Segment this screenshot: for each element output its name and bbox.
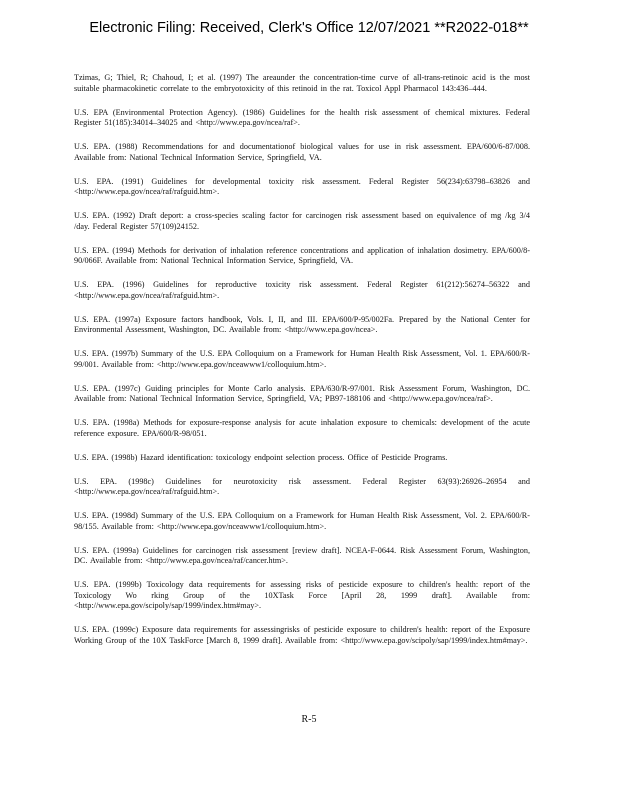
reference-item: U.S. EPA. (1997a) Exposure factors handbook, Vols. I, II, and III. EPA/600/P-95/002Fa. Prepared by the National Center for Environmental Assessment, Washington, DC. Available from: <http://www.epa.gov/ncea>. (74, 314, 530, 334)
reference-item: Tzimas, G; Thiel, R; Chahoud, I; et al. (1997) The areaunder the concentration-time curve of all-trans-retinoic acid is the most suitable pharmacokinetic correlate to the embryotoxicity of this retinoid in the rat. Toxicol Appl Pharmacol 143:436–444. (74, 73, 530, 93)
reference-item: U.S. EPA. (1998b) Hazard identification: toxicology endpoint selection process. Office of Pesticide Programs. (74, 452, 448, 462)
reference-list (74, 73, 530, 660)
reference-item: U.S. EPA. (1999a) Guidelines for carcinogen risk assessment [review draft]. NCEA-F-0644. Risk Assessment Forum, Washington, DC. Available from: <http://www.epa.gov/ncea/raf/cancer.htm>. (74, 545, 530, 565)
reference-item: U.S. EPA. (1999c) Exposure data requirements for assessingrisks of pesticide exposure to children's health: report of the Exposure Working Group of the 10X TaskForce [March 8, 1999 draft]. Available from: <http://www.epa.gov/scipoly/sap/1999/index.htm#may>. (74, 625, 530, 645)
reference-item: U.S. EPA. (1997c) Guiding principles for Monte Carlo analysis. EPA/630/R-97/001. Risk Assessment Forum, Washington, DC. Available from: National Technical Information Service, Springfield, VA; PB97-188106 and <http://www.epa.gov/ncea/raf>. (74, 383, 530, 403)
reference-item: U.S. EPA. (1998a) Methods for exposure-response analysis for acute inhalation exposure to chemicals: development of the acute reference exposure. EPA/600/R-98/051. (74, 418, 530, 438)
reference-item: U.S. EPA. (1999b) Toxicology data requirements for assessing risks of pesticide exposure to children's health: report of the Toxicology Wo rking Group of the 10XTask Force [April 28, 1999 draft]. Available from: <http://www.epa.gov/scipoly/sap/1999/index.htm#may>. (74, 580, 530, 610)
reference-item: U.S. EPA. (1998d) Summary of the U.S. EPA Colloquium on a Framework for Human Health Risk Assessment, Vol. 2. EPA/600/R-98/155. Available from: <http://www.epa.gov/nceawww1/colloquium.htm>. (74, 511, 530, 531)
reference-item: U.S. EPA. (1992) Draft deport: a cross-species scaling factor for carcinogen risk assessment based on equivalence of mg /kg 3/4 /day. Federal Register 57(109)24152. (74, 211, 530, 231)
reference-item: U.S. EPA. (1998c) Guidelines for neurotoxicity risk assessment. Federal Register 63(93):26926–26954 and <http://www.epa.gov/ncea/raf/rafguid.htm>. (74, 476, 530, 496)
reference-item: U.S. EPA. (1996) Guidelines for reproductive toxicity risk assessment. Federal Register 61(212):56274–56322 and <http://www.epa.gov/ncea/raf/rafguid.htm>. (74, 280, 530, 300)
reference-item: U.S. EPA. (1991) Guidelines for developmental toxicity risk assessment. Federal Register 56(234):63798–63826 and <http://www.epa.gov/ncea/raf/rafguid.htm>. (74, 176, 530, 196)
page-number: R-5 (301, 714, 317, 725)
reference-item: U.S. EPA. (1988) Recommendations for and documentationof biological values for use in risk assessment. EPA/600/6-87/008. Available from: National Technical Information Service, Springfield, VA. (74, 142, 530, 162)
reference-item: U.S. EPA. (1997b) Summary of the U.S. EPA Colloquium on a Framework for Human Health Risk Assessment, Vol. 1. EPA/600/R-99/001. Available from: <http://www.epa.gov/nceawww1/colloquium.htm>. (74, 349, 530, 369)
reference-item: U.S. EPA. (1994) Methods for derivation of inhalation reference concentrations and application of inhalation dosimetry. EPA/600/8-90/066F. Available from: National Technical Information Service, Springfield, VA. (74, 245, 530, 265)
reference-item: U.S. EPA (Environmental Protection Agency). (1986) Guidelines for the health risk assessment of chemical mixtures. Federal Register 51(185):34014–34025 and <http://www.epa.gov/ncea/raf>. (74, 107, 530, 127)
filing-header: Electronic Filing: Received, Clerk's Office 12/07/2021 **R2022-018** (89, 20, 529, 36)
